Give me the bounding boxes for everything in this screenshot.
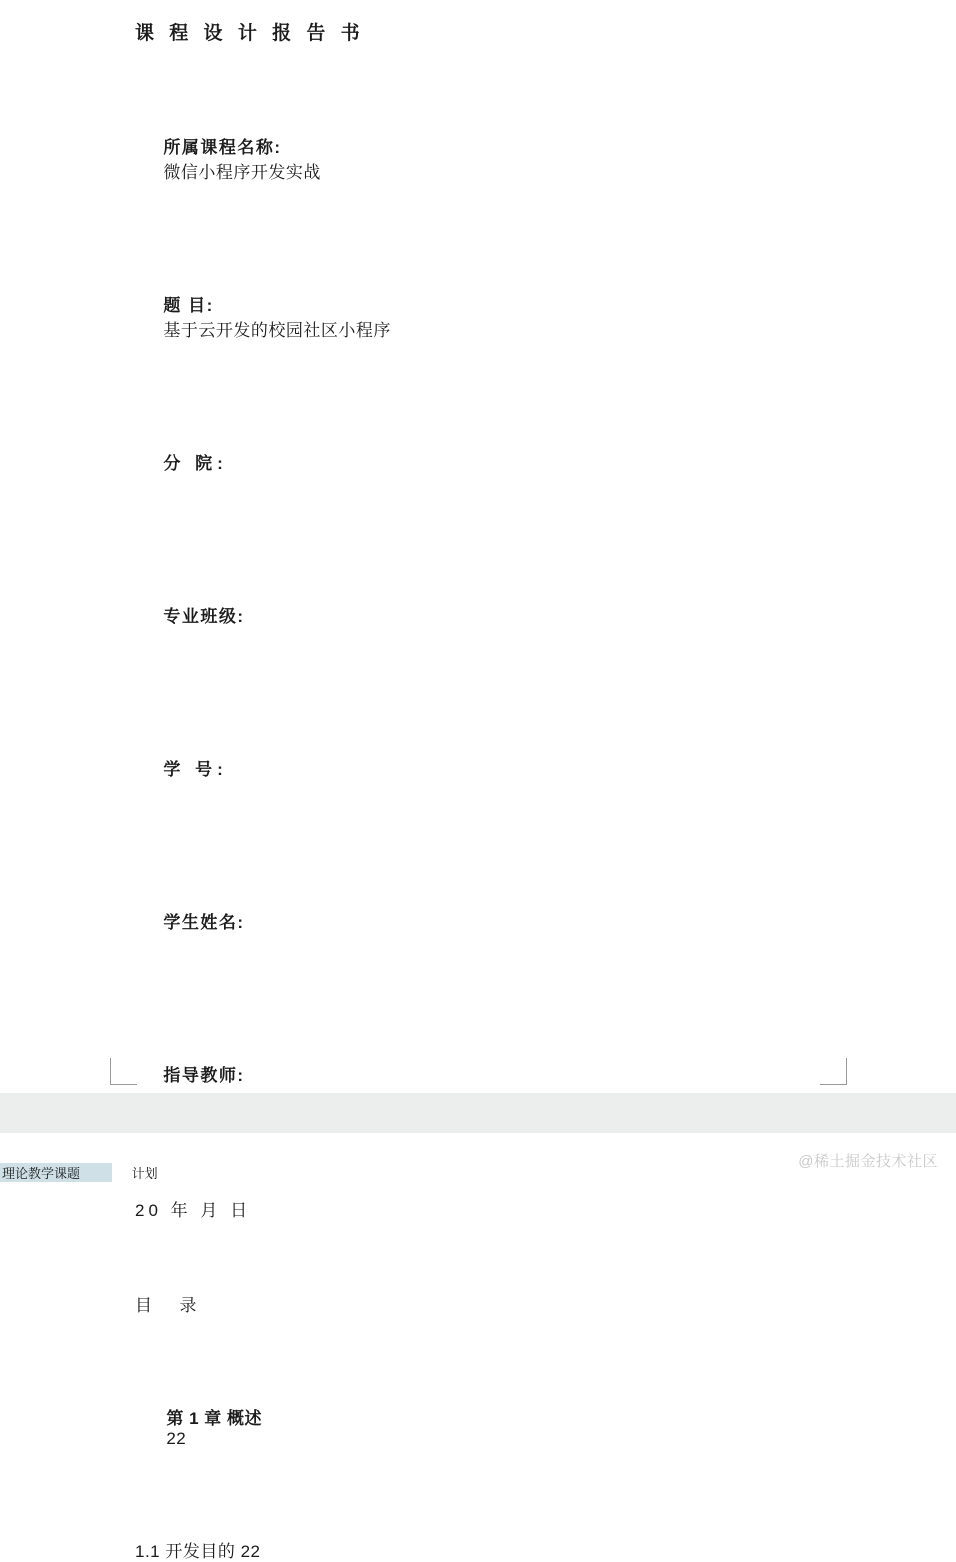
document-content [135, 0, 835, 1562]
field-label: 学生姓名: [163, 913, 245, 932]
field-student-id [135, 735, 835, 820]
table-row-fragment [0, 1163, 300, 1181]
field-value: 基于云开发的校园社区小程序 [163, 321, 391, 340]
field-branch [135, 429, 835, 514]
page-title: 课 程 设 计 报 告 书 [135, 23, 365, 44]
toc-entry-page: 22 [166, 1429, 187, 1448]
field-topic [135, 271, 835, 361]
page-gutter [0, 1093, 956, 1133]
field-label: 题 目: [163, 296, 214, 315]
toc-entry-chapter-1 [135, 1384, 835, 1469]
table-cell: 计划 [131, 1166, 158, 1181]
table-cell: 理论教学课题 [0, 1163, 112, 1182]
toc-heading: 目 录 [135, 1296, 203, 1315]
toc-entry-text: 第 1 章 概述 [166, 1409, 262, 1428]
toc-entry-section-1-1: 1.1 开发目的 22 [135, 1542, 261, 1561]
field-value: 微信小程序开发实战 [163, 163, 321, 182]
field-label: 指导教师: [163, 1066, 245, 1085]
field-course-name [135, 113, 835, 203]
field-label: 专业班级: [163, 607, 245, 626]
field-label: 所属课程名称: [163, 138, 282, 157]
crop-mark-bottom-left [110, 1058, 137, 1085]
date-line: 20 年 月 日 [135, 1201, 252, 1220]
field-label: 学 号: [163, 760, 228, 779]
watermark: @稀土掘金技术社区 [798, 1153, 938, 1170]
field-class [135, 582, 835, 667]
crop-mark-bottom-right [820, 1058, 847, 1085]
field-label: 分 院: [163, 454, 228, 473]
field-student-name [135, 888, 835, 973]
